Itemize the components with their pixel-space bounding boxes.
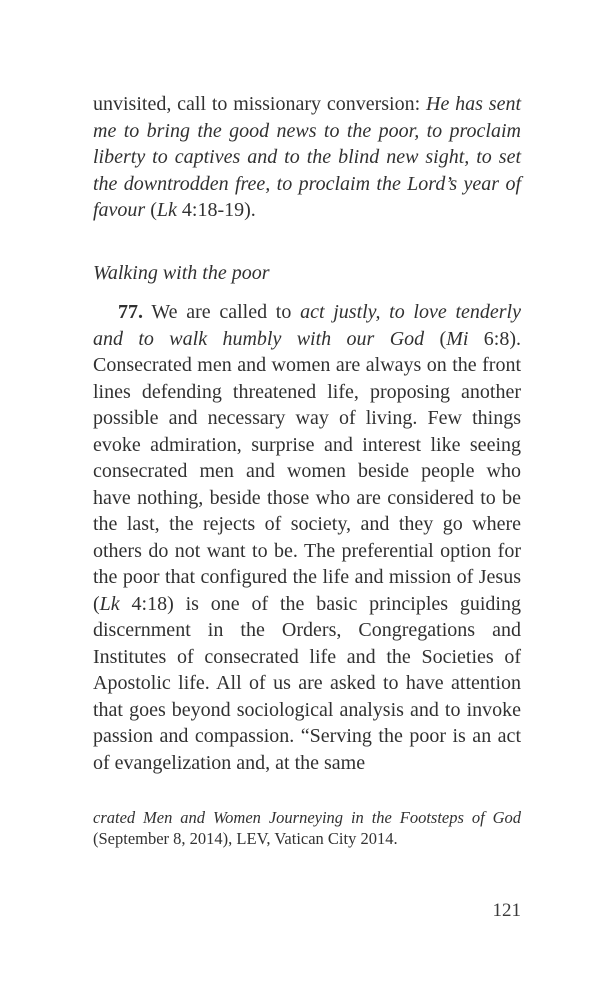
- footnote-publication-roman: (September 8, 2014), LEV, Vatican City 2014.: [93, 829, 398, 848]
- text-run-italic-book-abbrev: Mi: [446, 327, 469, 350]
- page-number: 121: [492, 900, 521, 921]
- footnote: [93, 807, 521, 849]
- section-heading: Walking with the poor: [93, 261, 270, 284]
- text-run-roman: 4:18) is one of the basic principles guiding discernment in the Orders, Congregations and Institutes of consecrated life and the Societies of Apostolic life. All of us are asked to have attention that goes beyond sociological analysis and to invoke passion and compassion. “Serving the poor is an act of evangelization and, at the same: [93, 592, 521, 774]
- text-run-italic-scripture: He has sent me to bring the good news to the poor, to proclaim liberty to captives and to the blind new sight, to set the downtrodden free, to proclaim the Lord’s year of favour: [93, 93, 522, 221]
- text-run-roman: (: [145, 199, 157, 221]
- paragraph-number: 77.: [118, 301, 143, 323]
- text-run-roman: We are called to: [143, 301, 301, 323]
- text-run-italic-book-abbrev: Lk: [156, 199, 177, 221]
- text-run-italic-book-abbrev: Lk: [99, 592, 120, 615]
- page-text-block: [93, 91, 521, 849]
- text-run-roman: (: [424, 327, 447, 350]
- paragraph-quote-continuation: [93, 91, 521, 224]
- text-run-roman: 4:18-19).: [176, 199, 256, 221]
- text-run-roman: unvisited, call to missionary conversion:: [93, 93, 427, 115]
- text-run-italic-scripture: act justly, to love tenderly and to walk humbly with our God: [93, 301, 521, 350]
- footnote-title-italic: crated Men and Women Journeying in the Footsteps of God: [93, 808, 521, 827]
- paragraph-77: [93, 299, 521, 776]
- text-run-roman: 6:8). Consecrated men and women are always on the front lines defending threatened life, proposing another possible and necessary way of living. Few things evoke admiration, surprise and interest like seeing consecrated men and women beside people who have nothing, beside those who are considered to be the last, the rejects of society, and they go where others do not want to be. The preferential option for the poor that configured the life and mission of Jesus (: [93, 327, 521, 615]
